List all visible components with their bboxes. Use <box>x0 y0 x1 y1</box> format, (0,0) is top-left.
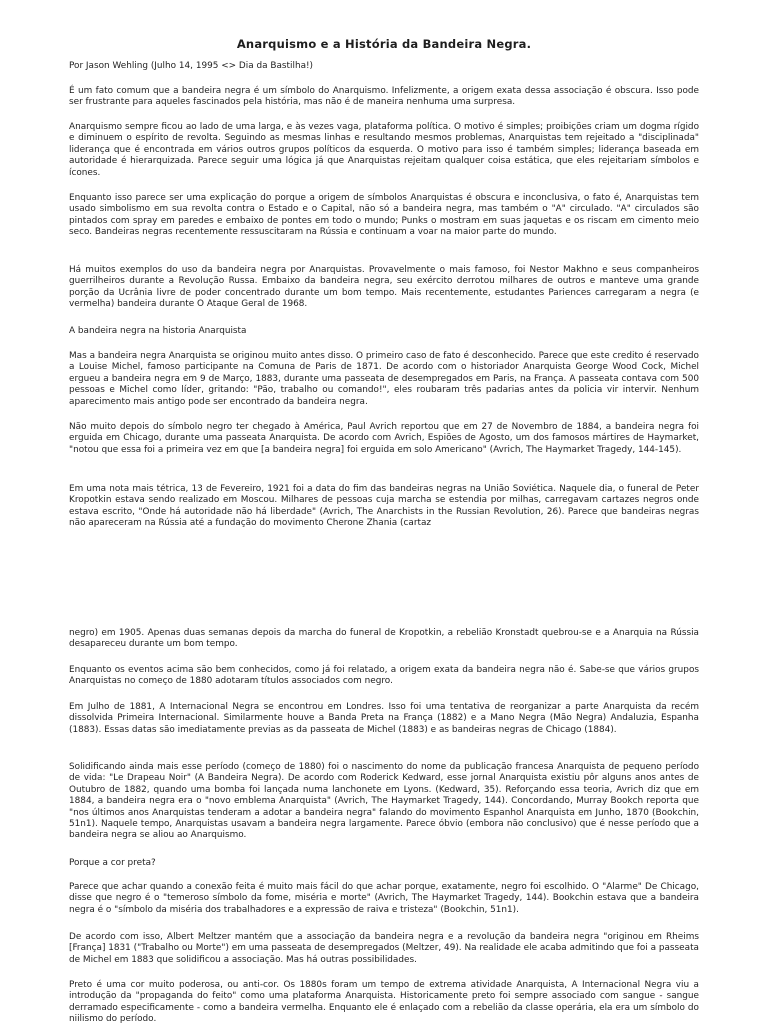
paragraph-louise-michel: Mas a bandeira negra Anarquista se originou muito antes disso. O primeiro caso de fato é desconhecido. Parece que este credito é reservado a Louise Michel, famoso participante na Comuna de Paris de 1871. De acordo com o historiador Anarquista George Wood Cock, Michel ergueu a bandeira negra em 9 de Março, 1883, durante uma passeata de desempregados em Paris, na França. A passeata contava com 500 pessoas e Michel como líder, gritando: "Pão, trabalho ou comando!", eles roubaram três padarias antes da policia vir intervir. Nenhum aparecimento mais antigo pode ser encontrado da bandeira negra. <box>69 351 699 407</box>
section-heading-history: A bandeira negra na historia Anarquista <box>69 326 247 336</box>
paragraph-america: Não muito depois do símbolo negro ter chegado à América, Paul Avrich reportou que em 27 de Novembro de 1884, a bandeira negra foi erguida em Chicago, durante uma passeata Anarquista. De acordo com Avrich, Espiões de Agosto, um dos famosos mártires de Haymarket, "notou que essa foi a primeira vez em que [a bandeira negra] foi erguida em solo Americano" (Avrich, The Haymarket Tragedy, 144-145). <box>69 422 699 455</box>
paragraph-black-international: Em Julho de 1881, A Internacional Negra se encontrou em Londres. Isso foi uma tentativa de reorganizar a parte Anarquista da recém dissolvida Primeira Internacional. Similarmente houve a Banda Preta na França (1882) e a Mano Negra (Mão Negra) Andaluzia, Espanha (1883). Essas datas são imediatamente previas as da passeata de Michel (1883) e as bandeiras negras de Chicago (1884). <box>69 702 699 735</box>
document-title: Anarquismo e a História da Bandeira Negra. <box>236 37 532 51</box>
paragraph-platform: Anarquismo sempre ficou ao lado de uma larga, e às vezes vaga, plataforma política. O motivo é simples; proibições criam um dogma rígido e diminuem o espírito de revolta. Seguindo as mesmas linhas e resultando mesmos problemas, Anarquistas tem rejeitado a "disciplinada" liderança que é encontrada em vários outros grupos políticos da esquerda. O motivo para isso é também simples; liderança baseada em autoridade é hierarquizada. Parece seguir uma lógica já que Anarquistas rejeitam qualquer coisa estática, que eles rejeitariam símbolos e ícones. <box>69 122 699 178</box>
paragraph-symbols: Enquanto isso parece ser uma explicação do porque a origem de símbolos Anarquistas é obscura e inconclusiva, o fato é, Anarquistas tem usado simbolismo em sua revolta contra o Estado e o Capital, não só a bandeira negra, mas também o "A" circulado. "A" circulados são pintados com spray em paredes e embaixo de pontes em todo o mundo; Punks o mostram em suas jaquetas e os riscam em cimento meio seco. Bandeiras negras recentemente ressuscitaram na Rússia e continuam a voar na maior parte do mundo. <box>69 193 699 238</box>
paragraph-intro: É um fato comum que a bandeira negra é um símbolo do Anarquismo. Infelizmente, a origem exata dessa associação é obscura. Isso pode ser frustrante para aqueles fascinados pela história, mas não é de maneira nenhuma uma surpresa. <box>69 86 699 108</box>
section-heading-why-black: Porque a cor preta? <box>69 858 156 868</box>
paragraph-soviet: Em uma nota mais tétrica, 13 de Fevereiro, 1921 foi a data do fim das bandeiras negras na União Soviética. Naquele dia, o funeral de Peter Kropotkin estava sendo realizado em Moscou. Milhares de pessoas cuja marcha se estendia por milhas, carregavam cartazes negros onde estava escrito, "Onde há autoridade não há liberdade" (Avrich, The Anarchists in the Russian Revolution, 26). Parece que bandeiras negras não apareceram na Rússia até a fundação do movimento Cherone Zhania (cartaz <box>69 484 699 529</box>
paragraph-drapeau-noir: Solidificando ainda mais esse período (começo de 1880) foi o nascimento do nome da publicação francesa Anarquista de pequeno período de vida: "Le Drapeau Noir" (A Bandeira Negra). De acordo com Roderick Kedward, esse jornal Anarquista existiu pôr alguns anos antes de Outubro de 1882, quando uma bomba foi lançada numa lanchonete em Lyons. (Kedward, 35). Reforçando essa teoria, Avrich diz que em 1884, a bandeira negra era o "novo emblema Anarquista" (Avrich, The Haymarket Tragedy, 144). Concordando, Murray Bookch reporta que "nos últimos anos Anarquistas tenderam a adotar a bandeira negra" falando do movimento Espanhol Anarquista em Junho, 1870 (Bookchin, 51n1). Naquele tempo, Anarquistas usavam a bandeira negra largamente. Parece óbvio (embora não conclusivo) que é nesse período que a bandeira negra se aliou ao Anarquismo. <box>69 762 699 841</box>
page-break-gap <box>69 532 699 628</box>
paragraph-anti-color: Preto é uma cor muito poderosa, ou anti-cor. Os 1880s foram um tempo de extrema atividade Anarquista, A Internacional Negra viu a introdução da "propaganda do feito" como uma plataforma Anarquista. Historicamente preto foi sempre associado com sangue - sangue derramado especificamente - como a bandeira vermelha. Enquanto ele é enlaçado com a rebelião da classe operária, ela era um símbolo do niilismo do período. <box>69 980 699 1025</box>
paragraph-origin: Enquanto os eventos acima são bem conhecidos, como já foi relatado, a origem exata da bandeira negra não é. Sabe-se que vários grupos Anarquistas no começo de 1880 adotaram títulos associados com negro. <box>69 665 699 687</box>
byline: Por Jason Wehling (Julho 14, 1995 <> Dia da Bastilha!) <box>69 61 314 71</box>
paragraph-meltzer: De acordo com isso, Albert Meltzer mantém que a associação da bandeira negra e a revolução da bandeira negra "originou em Rheims [França] 1831 ("Trabalho ou Morte") em uma passeata de desempregados (Meltzer, 49). Na realidade ele acaba admitindo que foi a passeata de Michel em 1883 que solidificou a associação. Mas há outras possibilidades. <box>69 932 699 965</box>
paragraph-examples: Há muitos exemplos do uso da bandeira negra por Anarquistas. Provavelmente o mais famoso, foi Nestor Makhno e seus companheiros guerrilheiros durante a Revolução Russa. Embaixo da bandeira negra, seu exército derrotou milhares de outros e manteve uma grande porção da Ucrânia livre de poder concentrado durante um bom tempo. Mais recentemente, estudantes Pariences carregaram a negra (e vermelha) bandeira durante O Ataque Geral de 1968. <box>69 265 699 310</box>
paragraph-alarm: Parece que achar quando a conexão feita é muito mais fácil do que achar porque, exatamente, negro foi escolhido. O "Alarme" De Chicago, disse que negro é o "temeroso símbolo da fome, miséria e morte" (Avrich, The Haymarket Tragedy, 144). Bookchin estava que a bandeira negra é o "símbolo da miséria dos trabalhadores e a expressão de raiva e tristeza" (Bookchin, 51n1). <box>69 882 699 915</box>
paragraph-kronstadt: negro) em 1905. Apenas duas semanas depois da marcha do funeral de Kropotkin, a rebelião Kronstadt quebrou-se e a Anarquia na Rússia desapareceu durante um bom tempo. <box>69 628 699 650</box>
